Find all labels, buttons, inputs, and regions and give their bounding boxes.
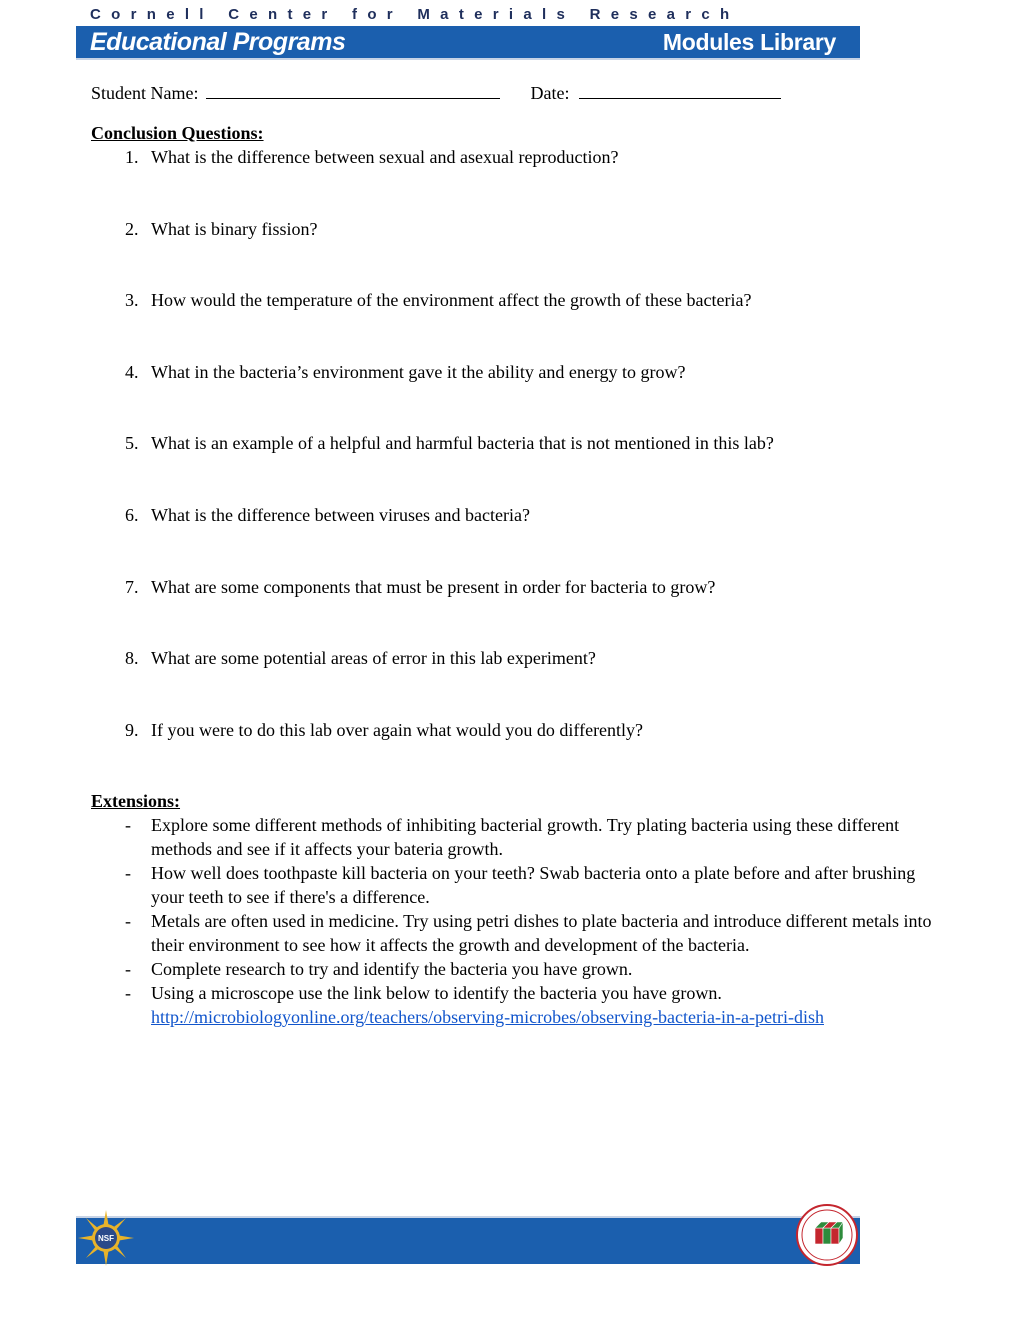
extensions-list <box>91 813 951 1029</box>
conclusion-title: Conclusion Questions: <box>91 123 264 143</box>
question-number: 1. <box>125 147 139 167</box>
bullet-wrap <box>91 909 151 957</box>
question-number-wrap <box>91 145 151 217</box>
extension-item <box>91 957 951 981</box>
question-number: 2. <box>125 218 139 239</box>
question-text: What is the difference between viruses and bacteria? <box>151 504 530 525</box>
extension-text-block <box>151 957 941 981</box>
bullet-dash: - <box>125 911 131 932</box>
question-text: How would the temperature of the environment affect the growth of these bacteria? <box>151 290 752 311</box>
bullet-wrap <box>91 813 151 861</box>
page-footer <box>76 1216 860 1264</box>
question-number: 4. <box>125 361 139 382</box>
question-number: 5. <box>125 433 139 454</box>
extension-text-block <box>151 813 941 861</box>
extension-text: Explore some different methods of inhibiting bacterial growth. Try plating bacteria using these different methods and see if it affects your bateria growth. <box>151 815 900 860</box>
question-number-wrap <box>91 575 151 647</box>
question-item <box>91 575 951 647</box>
question-number-wrap <box>91 431 151 503</box>
question-text: If you were to do this lab over again what would you do differently? <box>151 719 644 740</box>
date-label: Date: <box>530 83 570 103</box>
bullet-wrap <box>91 957 151 981</box>
bullet-dash: - <box>125 983 131 1004</box>
question-text: What is an example of a helpful and harmful bacteria that is not mentioned in this lab? <box>151 433 774 454</box>
bullet-dash: - <box>125 863 131 884</box>
extension-text-block <box>151 981 941 1029</box>
student-info-row <box>91 80 951 106</box>
question-item <box>91 288 951 360</box>
question-item <box>91 646 951 718</box>
resource-link[interactable]: http://microbiologyonline.org/teachers/observing-microbes/observing-bacteria-in-a-petri-dish <box>151 1007 824 1028</box>
extension-item <box>91 861 951 909</box>
bullet-wrap <box>91 861 151 909</box>
bullet-dash: - <box>125 815 131 836</box>
question-number: 7. <box>125 576 139 597</box>
question-item <box>91 718 951 790</box>
nsf-logo-icon <box>78 1210 134 1266</box>
extension-item <box>91 909 951 957</box>
org-name: Cornell Center for Materials Research <box>90 6 740 23</box>
question-text: What is binary fission? <box>151 218 318 239</box>
question-number-wrap <box>91 718 151 790</box>
page-header <box>76 0 860 60</box>
question-number: 9. <box>125 719 139 740</box>
question-text: What is the difference between sexual and asexual reproduction? <box>151 147 619 167</box>
bullet-wrap <box>91 981 151 1029</box>
question-number: 3. <box>125 290 139 311</box>
question-number-wrap <box>91 288 151 360</box>
extension-item <box>91 981 951 1029</box>
question-list <box>91 145 951 789</box>
ccmr-logo-icon <box>796 1204 858 1266</box>
student-name-field[interactable] <box>206 80 500 99</box>
extension-text: Metals are often used in medicine. Try using petri dishes to plate bacteria and introduce different metals into their environment to see how it affects the growth and development of the bacteria. <box>151 911 932 956</box>
extension-item <box>91 813 951 861</box>
question-number: 8. <box>125 648 139 669</box>
program-title: Educational Programs <box>90 27 346 56</box>
extension-text: How well does toothpaste kill bacteria on your teeth? Swab bacteria onto a plate before and after brushing your teeth to see if there's a difference. <box>151 863 916 908</box>
extension-text-block <box>151 861 941 909</box>
extensions-title: Extensions: <box>91 791 181 812</box>
question-number: 6. <box>125 504 139 525</box>
question-number-wrap <box>91 217 151 289</box>
question-item <box>91 360 951 432</box>
question-text: What in the bacteria’s environment gave it the ability and energy to grow? <box>151 361 686 382</box>
student-name-label: Student Name: <box>91 83 199 103</box>
extension-text-block <box>151 909 941 957</box>
library-title: Modules Library <box>662 28 836 55</box>
question-item <box>91 145 951 217</box>
question-number-wrap <box>91 646 151 718</box>
worksheet-body <box>91 80 951 1029</box>
question-number-wrap <box>91 503 151 575</box>
extension-text: Using a microscope use the link below to identify the bacteria you have grown. <box>151 983 722 1004</box>
question-text: What are some potential areas of error in this lab experiment? <box>151 648 596 669</box>
question-text: What are some components that must be present in order for bacteria to grow? <box>151 576 716 597</box>
bullet-dash: - <box>125 959 131 980</box>
header-banner <box>76 26 860 60</box>
question-number-wrap <box>91 360 151 432</box>
question-item <box>91 431 951 503</box>
question-item <box>91 217 951 289</box>
date-field[interactable] <box>579 80 781 99</box>
nsf-logo-text: NSF <box>98 1234 114 1243</box>
question-item <box>91 503 951 575</box>
extension-text: Complete research to try and identify the bacteria you have grown. <box>151 959 633 980</box>
